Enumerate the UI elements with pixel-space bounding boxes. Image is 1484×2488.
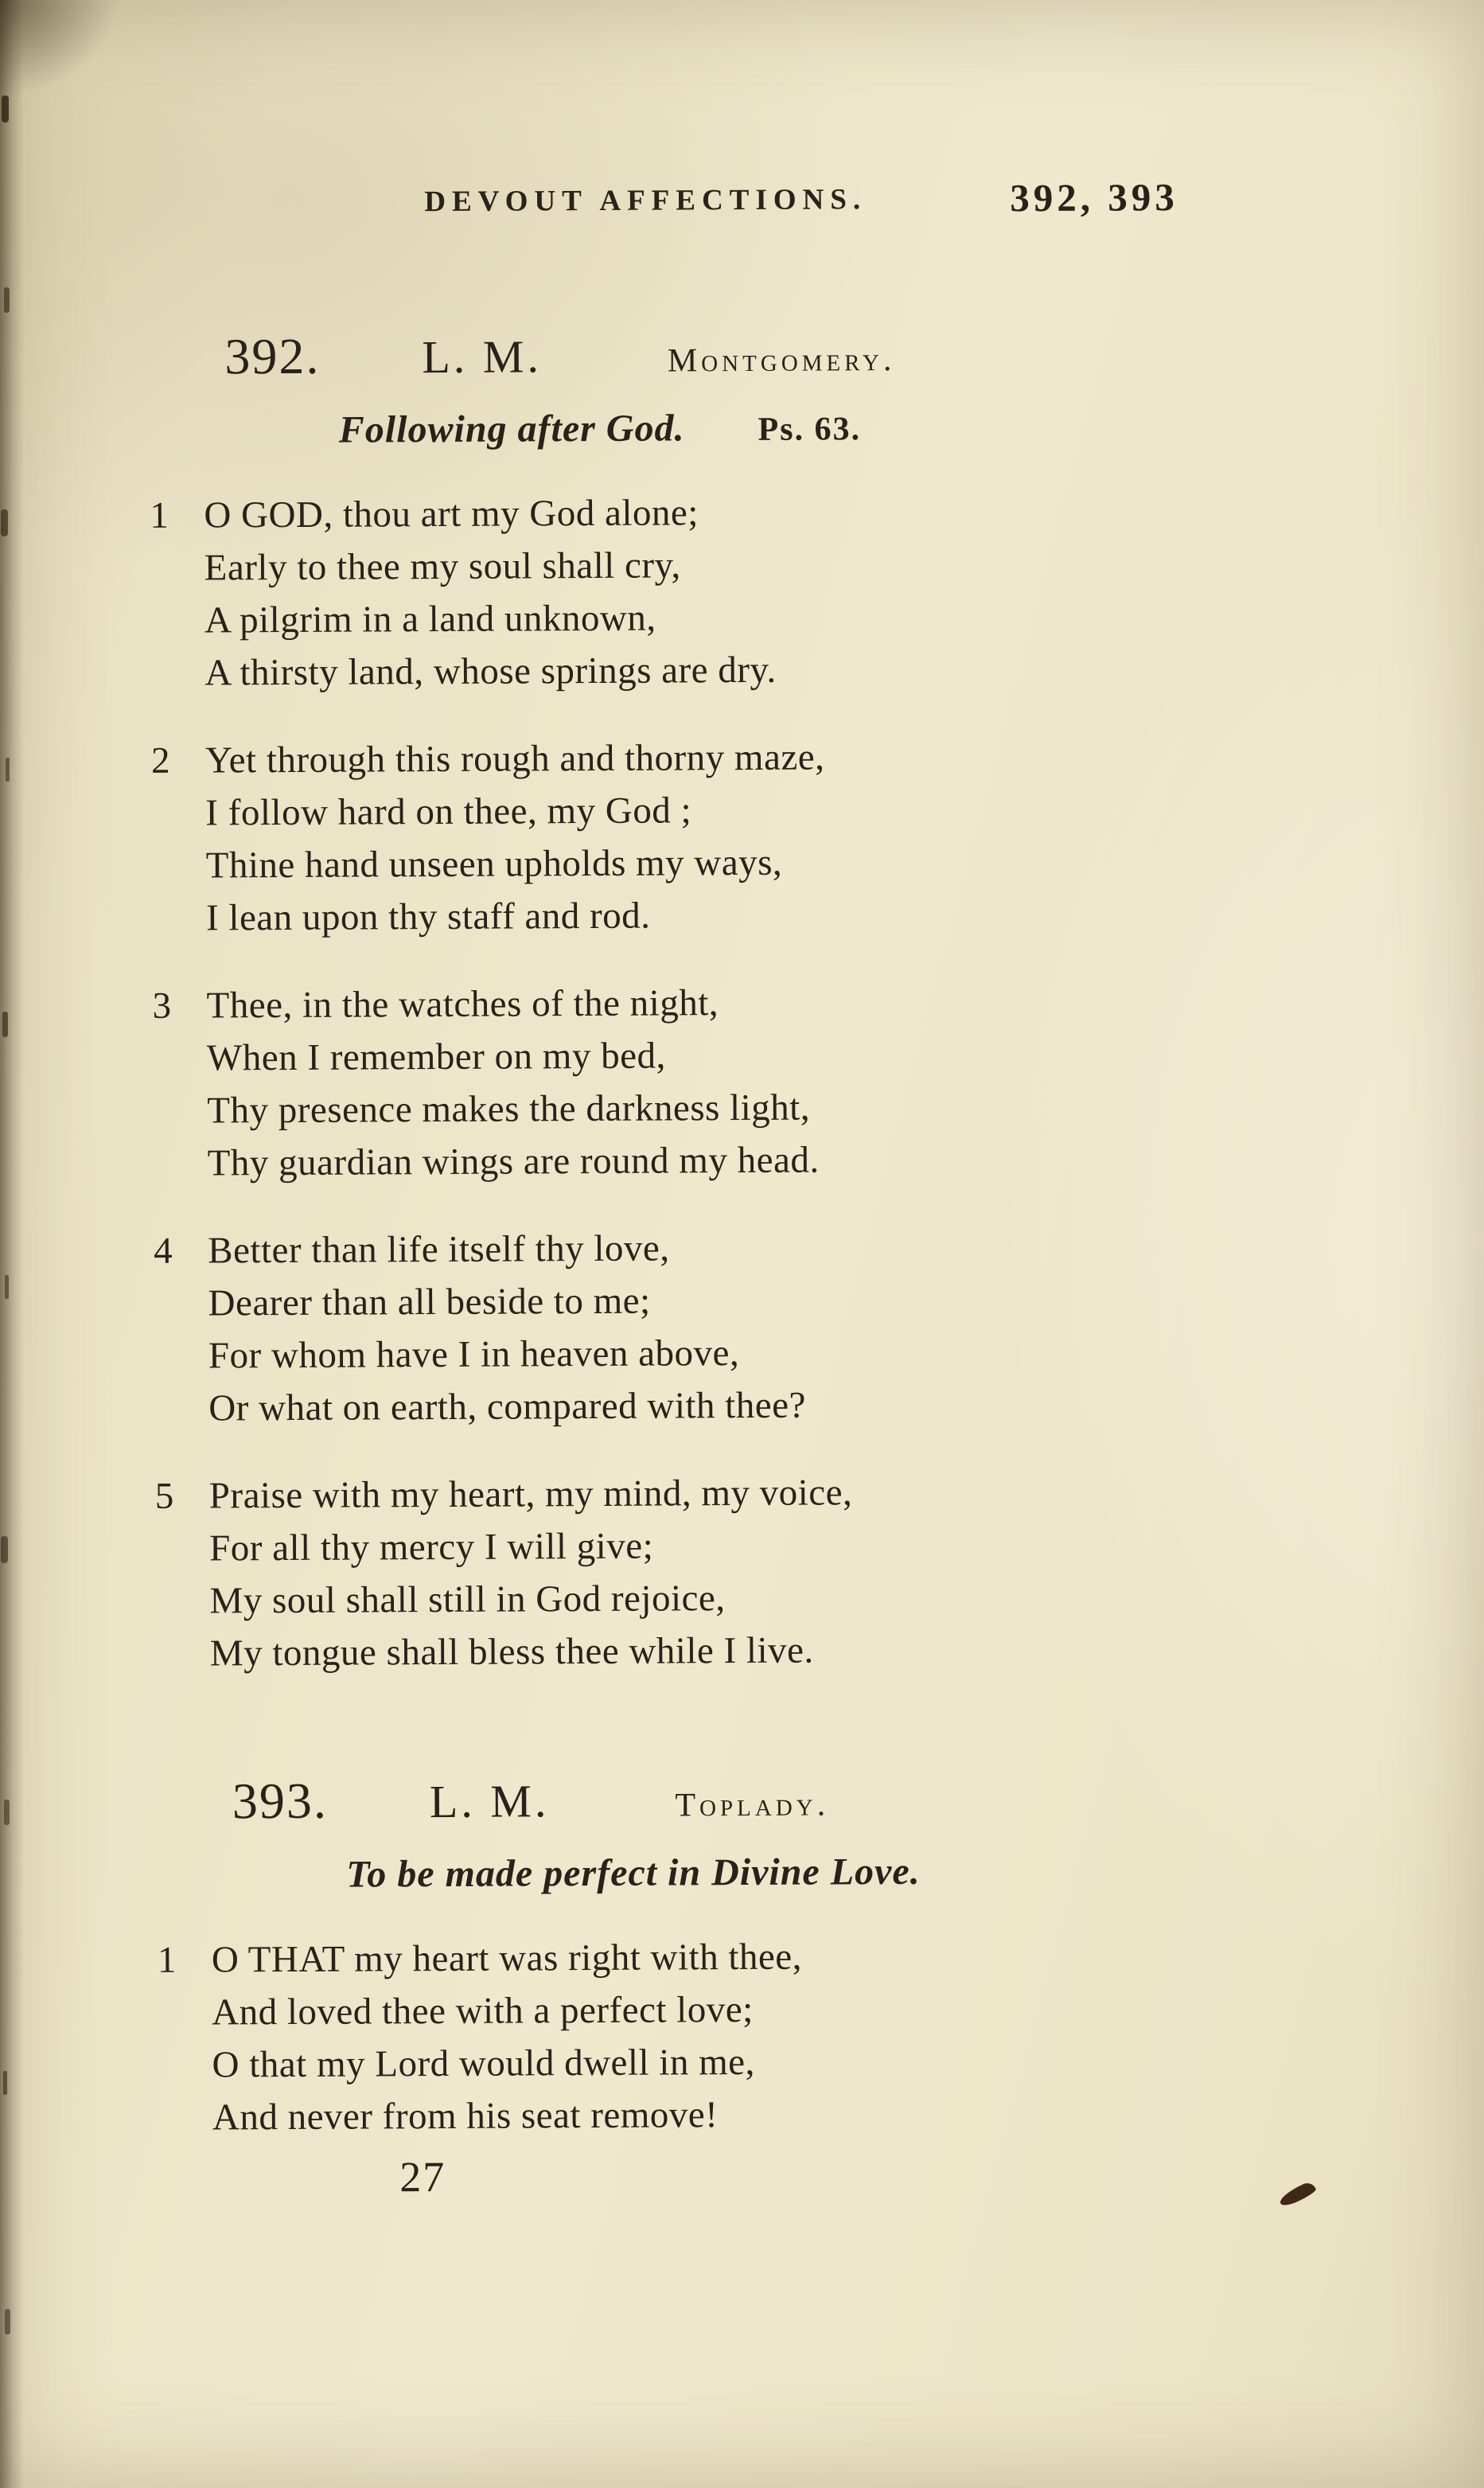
hymn-scripture-reference: Ps. 63. (758, 411, 862, 448)
running-header (1, 173, 1484, 236)
verse-line: O GOD, thou art my God alone; (204, 492, 699, 536)
verse-number: 1 (150, 494, 169, 536)
verse (154, 1219, 1348, 1435)
running-header-page-numbers: 392, 393 (1010, 175, 1178, 220)
hymn-393 (157, 1766, 1352, 2144)
verse (152, 973, 1346, 1190)
verse (158, 1928, 1352, 2144)
verse-lines (205, 728, 1346, 944)
verse-lines (209, 1464, 1350, 1679)
verse (151, 728, 1346, 945)
verse-line: When I remember on my bed, (206, 1035, 666, 1079)
verse (150, 483, 1344, 700)
verse-line: My tongue shall bless thee while I live. (209, 1629, 814, 1675)
verse-line: For whom have I in heaven above, (208, 1332, 740, 1377)
verse-number: 2 (150, 739, 170, 782)
hymn-392 (149, 322, 1350, 1680)
verse-line: And loved thee with a perfect love; (212, 1988, 754, 2034)
hymn-author: Toplady. (675, 1786, 830, 1824)
verse-line: O THAT my heart was right with thee, (211, 1936, 803, 1981)
verse-number: 1 (157, 1939, 177, 1981)
verse-line: Thee, in the watches of the night, (206, 982, 719, 1027)
hymn-heading (224, 322, 1342, 386)
hymn-title-line (339, 403, 1343, 452)
verse-line: Praise with my heart, my mind, my voice, (208, 1472, 853, 1517)
verse-line: Dearer than all beside to me; (208, 1280, 651, 1324)
verse (155, 1464, 1350, 1680)
verse-line: Thine hand unseen upholds my ways, (205, 841, 783, 887)
hymn-meter: L. M. (422, 330, 543, 384)
verse-number: 5 (154, 1475, 174, 1517)
verse-lines (206, 973, 1346, 1189)
running-header-section-title: DEVOUT AFFECTIONS. (424, 183, 867, 219)
hymn-title: Following after God. (338, 407, 685, 451)
verse-lines (208, 1219, 1348, 1434)
hymn-title-line (346, 1847, 1350, 1897)
verse-line: Thy presence makes the darkness light, (207, 1086, 811, 1132)
verse-number: 3 (152, 985, 172, 1027)
binding-edge (0, 0, 24, 2488)
ink-mark (1277, 2180, 1318, 2208)
verse-line: And never from his seat remove! (212, 2094, 719, 2139)
verse-line: Early to thee my soul shall cry, (204, 544, 681, 589)
verse-line: A thirsty land, whose springs are dry. (204, 649, 777, 694)
verse-line: My soul shall still in God rejoice, (209, 1577, 726, 1622)
hymn-number: 392. (224, 327, 321, 385)
verse-line: Yet through this rough and thorny maze, (204, 736, 825, 782)
hymn-title: To be made perfect in Divine Love. (346, 1850, 921, 1896)
verse-line: I lean upon thy staff and rod. (205, 895, 651, 939)
hymn-heading (232, 1766, 1350, 1831)
verse-number: 4 (154, 1230, 173, 1272)
hymn-meter: L. M. (429, 1775, 550, 1828)
corner-stain (0, 0, 119, 96)
verse-line: O that my Lord would dwell in me, (212, 2041, 755, 2086)
hymns-container (149, 322, 1352, 2179)
page-number: 27 (399, 2152, 446, 2201)
verse-line: For all thy mercy I will give; (209, 1525, 654, 1570)
verse-lines (212, 1928, 1352, 2143)
verse-line: I follow hard on thee, my God ; (205, 790, 692, 834)
verse-line: A pilgrim in a land unknown, (204, 597, 656, 641)
hymn-author: Montgomery. (667, 341, 896, 380)
verse-line: Or what on earth, compared with thee? (208, 1384, 807, 1429)
hymn-number: 393. (232, 1772, 329, 1830)
verse-line: Thy guardian wings are round my head. (207, 1139, 820, 1184)
verse-lines (204, 483, 1344, 699)
verse-line: Better than life itself thy love, (208, 1227, 670, 1272)
